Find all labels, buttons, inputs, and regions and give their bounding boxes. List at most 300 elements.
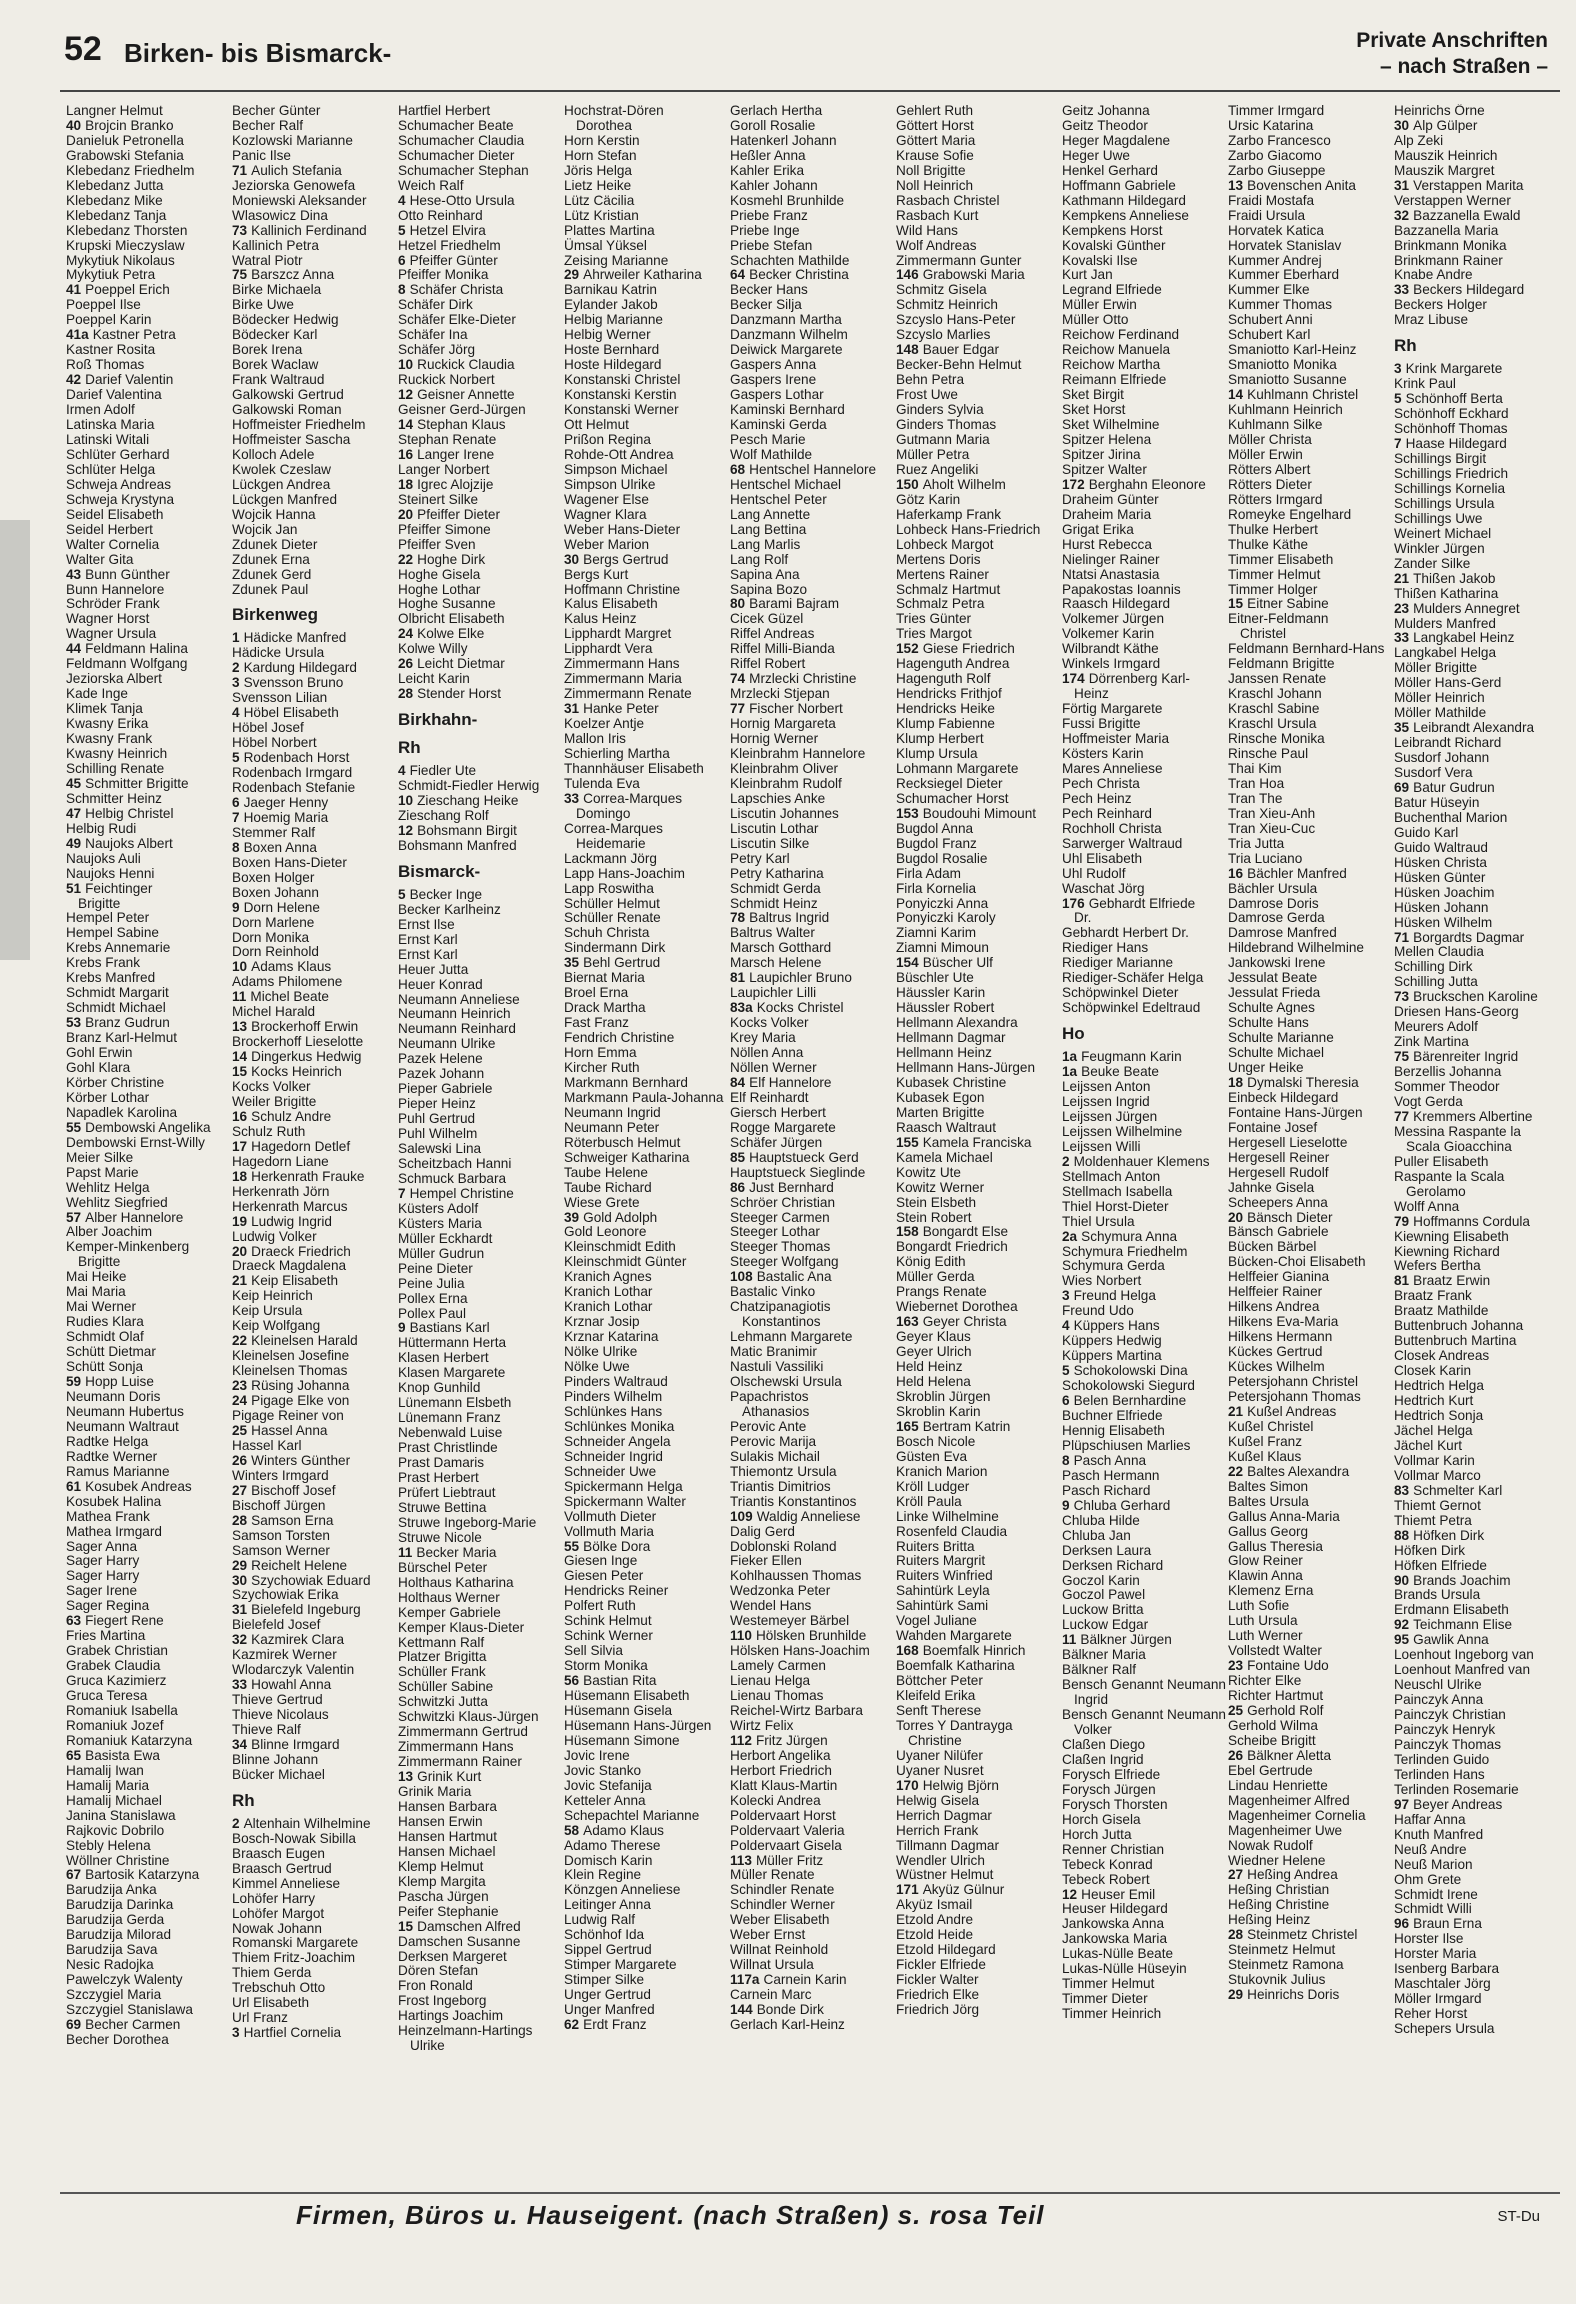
directory-entry: Schüller Sabine bbox=[398, 1679, 494, 1695]
resident-name: Teichmann Elise bbox=[1413, 1617, 1513, 1633]
directory-entry: Krebs Annemarie bbox=[66, 940, 171, 956]
directory-entry: Petersjohann Christel bbox=[1228, 1374, 1358, 1390]
house-number: 83 bbox=[1394, 1482, 1410, 1498]
resident-name: Bauer Edgar bbox=[922, 342, 1000, 358]
house-number: 144 bbox=[730, 2002, 753, 2018]
directory-entry: Schmidt Heinz bbox=[730, 895, 818, 911]
directory-entry: Müller Otto bbox=[1062, 312, 1129, 328]
directory-entry bbox=[730, 597, 896, 612]
resident-name: Basista Ewa bbox=[85, 1747, 160, 1763]
resident-name: Leibrandt Alexandra bbox=[1413, 720, 1535, 736]
directory-entry: Pfeiffer Simone bbox=[398, 521, 491, 537]
resident-name: Schönhoff Berta bbox=[1405, 391, 1503, 407]
directory-entry: Schmidt Michael bbox=[66, 1000, 166, 1016]
directory-entry: Damrose Manfred bbox=[1228, 925, 1337, 941]
directory-entry: Hetzel Friedhelm bbox=[398, 237, 501, 253]
directory-entry: Heinz bbox=[1074, 686, 1109, 702]
directory-entry bbox=[1228, 388, 1394, 403]
house-number: 18 bbox=[232, 1168, 248, 1184]
directory-entry: Unger Gertrud bbox=[564, 1987, 651, 2003]
directory-entry: Pasch Hermann bbox=[1062, 1467, 1160, 1483]
directory-entry: Göttert Horst bbox=[896, 117, 974, 133]
directory-entry: Ludwig Volker bbox=[232, 1228, 317, 1244]
house-number: 53 bbox=[66, 1015, 82, 1031]
house-number: 5 bbox=[1394, 391, 1402, 407]
directory-entry: Thieve Gertrud bbox=[232, 1692, 323, 1708]
directory-entry bbox=[730, 1734, 896, 1749]
house-number: 51 bbox=[66, 880, 82, 896]
directory-entry: Reichow Ferdinand bbox=[1062, 327, 1180, 343]
resident-name: Elf Hannelore bbox=[749, 1074, 832, 1090]
directory-entry bbox=[398, 627, 564, 642]
directory-column-2 bbox=[232, 104, 398, 2184]
directory-entry: Uhl Rudolf bbox=[1062, 865, 1126, 881]
directory-entry: Weinert Michael bbox=[1394, 525, 1492, 541]
directory-entry: Schindler Renate bbox=[730, 1882, 835, 1898]
directory-entry bbox=[730, 1854, 896, 1869]
directory-entry: Kocks Volker bbox=[232, 1079, 311, 1095]
directory-entry: Kückes Wilhelm bbox=[1228, 1359, 1325, 1375]
directory-entry: Papachristos bbox=[730, 1388, 809, 1404]
directory-entry: Mauszik Margret bbox=[1394, 162, 1495, 178]
directory-entry: Lapp Roswitha bbox=[564, 880, 654, 896]
directory-entry: Jahnke Gisela bbox=[1228, 1179, 1315, 1195]
street-heading: Birkhahn- bbox=[398, 710, 478, 730]
resident-name: Draeck Friedrich bbox=[251, 1243, 351, 1259]
directory-entry bbox=[398, 1920, 564, 1935]
resident-name: Gold Adolph bbox=[583, 1209, 658, 1225]
directory-entry: Nölke Ulrike bbox=[564, 1344, 638, 1360]
house-number: 43 bbox=[66, 566, 82, 582]
directory-entry bbox=[232, 676, 398, 691]
directory-entry: Draeck Magdalena bbox=[232, 1258, 347, 1274]
directory-entry bbox=[1394, 283, 1560, 298]
directory-entry bbox=[1062, 1499, 1228, 1514]
directory-entry: Ziamni Karim bbox=[896, 925, 977, 941]
directory-entry bbox=[1228, 1928, 1394, 1943]
directory-entry: Timmer Helmut bbox=[1062, 1976, 1155, 1992]
directory-entry: Schöpwinkel Edeltraud bbox=[1062, 1000, 1201, 1016]
directory-entry: Schillings Uwe bbox=[1394, 510, 1483, 526]
directory-entry: Boxen Holger bbox=[232, 869, 315, 885]
resident-name: Correa-Marques bbox=[583, 790, 683, 806]
directory-entry: Christel bbox=[1240, 626, 1287, 642]
directory-entry: Schönhof Ida bbox=[564, 1927, 645, 1943]
directory-entry: Schneider Ingrid bbox=[564, 1448, 663, 1464]
directory-entry bbox=[1394, 437, 1560, 452]
directory-entry: Sommer Theodor bbox=[1394, 1079, 1500, 1095]
directory-entry: Lienau Helga bbox=[730, 1673, 811, 1689]
directory-entry: Rötters Dieter bbox=[1228, 476, 1312, 492]
directory-entry bbox=[1062, 1230, 1228, 1245]
house-number: 10 bbox=[398, 793, 414, 809]
directory-entry: Danieluk Petronella bbox=[66, 132, 184, 148]
directory-entry: Borek Waclaw bbox=[232, 357, 319, 373]
directory-entry: Borek Irena bbox=[232, 342, 303, 358]
resident-name: Kallinich Ferdinand bbox=[251, 222, 367, 238]
house-number: 63 bbox=[66, 1613, 82, 1629]
directory-entry: Sapina Ana bbox=[730, 566, 800, 582]
directory-entry: Fries Martina bbox=[66, 1628, 146, 1644]
resident-name: Hoghe Dirk bbox=[417, 551, 486, 567]
directory-entry: Chluba Jan bbox=[1062, 1527, 1131, 1543]
directory-entry: Höbel Norbert bbox=[232, 735, 317, 751]
directory-entry: Schneider Uwe bbox=[564, 1463, 657, 1479]
directory-entry: Liscutin Johannes bbox=[730, 805, 839, 821]
resident-name: Belen Bernhardine bbox=[1073, 1393, 1187, 1409]
house-number: 13 bbox=[398, 1769, 414, 1785]
directory-column-4 bbox=[564, 104, 730, 2184]
house-number: 2a bbox=[1062, 1228, 1078, 1244]
directory-entry: Mares Anneliese bbox=[1062, 760, 1163, 776]
directory-entry: Painczyk Henryk bbox=[1394, 1722, 1496, 1738]
directory-entry bbox=[564, 702, 730, 717]
directory-entry: Struwe Ingeborg-Marie bbox=[398, 1514, 537, 1530]
directory-entry: Sippel Gertrud bbox=[564, 1942, 652, 1958]
directory-entry: Reichow Manuela bbox=[1062, 342, 1171, 358]
directory-entry bbox=[1394, 1484, 1560, 1499]
directory-entry: Schütt Sonja bbox=[66, 1359, 144, 1375]
directory-entry bbox=[232, 1394, 398, 1409]
directory-entry: Kubasek Egon bbox=[896, 1089, 985, 1105]
house-number: 20 bbox=[1228, 1209, 1244, 1225]
directory-entry: Lückgen Andrea bbox=[232, 476, 331, 492]
directory-entry: Hergesell Rudolf bbox=[1228, 1164, 1329, 1180]
directory-entry: Draheim Günter bbox=[1062, 491, 1159, 507]
house-number: 4 bbox=[1062, 1318, 1070, 1334]
directory-entry: Susdorf Johann bbox=[1394, 750, 1490, 766]
directory-entry: Becher Ralf bbox=[232, 117, 304, 133]
resident-name: Barami Bajram bbox=[749, 596, 840, 612]
resident-name: Becker Christina bbox=[749, 267, 849, 283]
resident-name: Igrec Alojzije bbox=[417, 476, 494, 492]
directory-entry: Kathmann Hildegard bbox=[1062, 192, 1186, 208]
directory-entry: Riediger Hans bbox=[1062, 940, 1149, 956]
directory-entry: Kröll Paula bbox=[896, 1493, 962, 1509]
directory-entry: Langner Helmut bbox=[66, 104, 163, 118]
footer-note: Firmen, Büros u. Hauseigent. (nach Straßen) s. rosa Teil bbox=[296, 2200, 1045, 2230]
house-number: 2 bbox=[232, 1815, 240, 1831]
house-number: 168 bbox=[896, 1643, 919, 1659]
directory-entry: Kohlhaussen Thomas bbox=[730, 1568, 862, 1584]
directory-entry: Url Franz bbox=[232, 2010, 288, 2026]
directory-entry: Akyüz Ismail bbox=[896, 1897, 973, 1913]
directory-entry: Schüller Renate bbox=[564, 910, 661, 926]
house-number: 65 bbox=[66, 1747, 82, 1763]
directory-entry: Sager Harry bbox=[66, 1553, 140, 1569]
directory-entry: Keip Ursula bbox=[232, 1303, 303, 1319]
directory-entry: Kalus Heinz bbox=[564, 611, 637, 627]
street-heading: Rh bbox=[398, 738, 421, 758]
directory-entry: Kozlowski Marianne bbox=[232, 132, 353, 148]
house-number: 3 bbox=[1062, 1288, 1070, 1304]
resident-name: Hoffmanns Cordula bbox=[1413, 1213, 1530, 1229]
directory-entry: Bugdol Rosalie bbox=[896, 850, 988, 866]
directory-entry: Jessulat Frieda bbox=[1228, 985, 1321, 1001]
resident-name: Bunn Günther bbox=[85, 566, 170, 582]
resident-name: Kastner Petra bbox=[92, 327, 176, 343]
directory-entry: Vollmar Karin bbox=[1394, 1452, 1475, 1468]
directory-entry: Fraidi Ursula bbox=[1228, 207, 1306, 223]
directory-entry: Lütz Cäcilia bbox=[564, 192, 635, 208]
directory-entry: Wirtz Felix bbox=[730, 1717, 794, 1733]
resident-name: Braatz Erwin bbox=[1413, 1273, 1491, 1289]
directory-entry: Marsch Helene bbox=[730, 955, 822, 971]
directory-entry: Einbeck Hildegard bbox=[1228, 1089, 1339, 1105]
directory-entry: Gruca Teresa bbox=[66, 1688, 148, 1704]
house-number: 10 bbox=[398, 357, 414, 373]
directory-entry: Krink Paul bbox=[1394, 376, 1456, 392]
directory-entry: Gebhardt Herbert Dr. bbox=[1062, 925, 1189, 941]
directory-entry: Brigitte bbox=[78, 895, 121, 911]
house-number: 109 bbox=[730, 1508, 753, 1524]
directory-entry bbox=[398, 224, 564, 239]
directory-entry: Grabek Christian bbox=[66, 1643, 168, 1659]
directory-entry: Barudzija Darinka bbox=[66, 1897, 174, 1913]
directory-entry: Fendrich Christine bbox=[564, 1030, 675, 1046]
directory-entry: Romaniuk Katarzyna bbox=[66, 1732, 193, 1748]
resident-name: Kardung Hildegard bbox=[243, 660, 357, 676]
directory-entry bbox=[66, 807, 232, 822]
footer-code: ST-Du bbox=[1497, 2208, 1540, 2225]
directory-entry bbox=[1062, 1888, 1228, 1903]
directory-entry: Kranich Marion bbox=[896, 1463, 988, 1479]
house-number: 8 bbox=[232, 839, 240, 855]
directory-entry bbox=[398, 478, 564, 493]
directory-entry: Weber Elisabeth bbox=[730, 1912, 830, 1928]
directory-entry: Zarbo Francesco bbox=[1228, 132, 1331, 148]
directory-entry: Forysch Jürgen bbox=[1062, 1781, 1156, 1797]
directory-entry: Lang Marlis bbox=[730, 536, 801, 552]
directory-entry: Henkel Gerhard bbox=[1062, 162, 1158, 178]
directory-entry: Lipphardt Margret bbox=[564, 626, 672, 642]
directory-entry: Thieve Nicolaus bbox=[232, 1707, 329, 1723]
house-number: 33 bbox=[232, 1677, 248, 1693]
directory-entry: Kummer Elke bbox=[1228, 282, 1310, 298]
directory-entry: Steeger Thomas bbox=[730, 1239, 831, 1255]
directory-column-6 bbox=[896, 104, 1062, 2184]
house-number: 23 bbox=[1228, 1658, 1244, 1674]
directory-entry bbox=[1394, 179, 1560, 194]
resident-name: Becher Carmen bbox=[85, 2017, 181, 2032]
directory-entry bbox=[1394, 781, 1560, 796]
directory-entry: Hellmann Hans-Jürgen bbox=[896, 1060, 1036, 1075]
directory-entry: Kocks Volker bbox=[730, 1015, 809, 1031]
directory-entry: Schilling Dirk bbox=[1394, 959, 1473, 975]
directory-entry: Schmitter Heinz bbox=[66, 790, 162, 806]
directory-entry bbox=[896, 807, 1062, 822]
directory-entry: Darief Valentina bbox=[66, 387, 162, 403]
directory-entry: Tria Luciano bbox=[1228, 850, 1303, 866]
directory-entry: Hergesell Lieselotte bbox=[1228, 1134, 1348, 1150]
directory-entry bbox=[232, 1424, 398, 1439]
resident-name: Hopp Luise bbox=[85, 1374, 154, 1390]
directory-entry: Helbig Werner bbox=[564, 327, 651, 343]
directory-entry: Lapschies Anke bbox=[730, 790, 826, 806]
directory-entry: Simpson Michael bbox=[564, 461, 668, 477]
house-number: 34 bbox=[232, 1736, 248, 1752]
directory-column-5 bbox=[730, 104, 896, 2184]
directory-entry: Sket Wilhelmine bbox=[1062, 417, 1160, 433]
directory-entry: Neuß Andre bbox=[1394, 1841, 1467, 1857]
directory-entry bbox=[232, 1559, 398, 1574]
directory-entry bbox=[232, 811, 398, 826]
house-number: 33 bbox=[1394, 282, 1410, 298]
directory-entry: Buchenthal Marion bbox=[1394, 809, 1508, 825]
house-number: 108 bbox=[730, 1269, 753, 1285]
directory-entry: Höbel Josef bbox=[232, 720, 304, 736]
directory-entry: Marten Brigitte bbox=[896, 1104, 985, 1120]
directory-entry: Buttenbruch Johanna bbox=[1394, 1318, 1524, 1334]
resident-name: Boudouhi Mimount bbox=[922, 805, 1037, 821]
directory-entry bbox=[730, 463, 896, 478]
directory-entry: Thiel Ursula bbox=[1062, 1213, 1135, 1229]
directory-entry: Leicht Karin bbox=[398, 671, 470, 687]
directory-entry: Kalus Elisabeth bbox=[564, 596, 658, 612]
directory-entry: Poldervaart Horst bbox=[730, 1807, 836, 1823]
directory-entry: Luckow Britta bbox=[1062, 1602, 1144, 1618]
directory-entry: Kußel Franz bbox=[1228, 1433, 1303, 1449]
directory-entry: Kemper Klaus-Dieter bbox=[398, 1619, 525, 1635]
resident-name: Becker Maria bbox=[416, 1544, 497, 1560]
directory-entry: Galkowski Roman bbox=[232, 402, 342, 418]
directory-entry bbox=[398, 794, 564, 809]
directory-entry: Pfeiffer Sven bbox=[398, 536, 476, 552]
directory-entry: Rochholl Christa bbox=[1062, 820, 1162, 836]
resident-name: Thißen Jakob bbox=[1413, 570, 1496, 586]
directory-entry: Herkenrath Jörn bbox=[232, 1183, 330, 1199]
directory-entry: Schumacher Dieter bbox=[398, 147, 515, 163]
directory-entry: Klein Regine bbox=[564, 1867, 642, 1883]
directory-entry: Krebs Manfred bbox=[66, 970, 156, 986]
house-number: 146 bbox=[896, 267, 919, 283]
directory-entry bbox=[232, 901, 398, 916]
directory-entry: Hedtrich Kurt bbox=[1394, 1393, 1474, 1409]
directory-entry: Kallinich Petra bbox=[232, 237, 319, 253]
directory-entry: Mulders Manfred bbox=[1394, 615, 1496, 631]
directory-entry bbox=[232, 268, 398, 283]
directory-entry: Herbort Friedrich bbox=[730, 1762, 832, 1778]
directory-entry: Tran Xieu-Anh bbox=[1228, 805, 1316, 821]
resident-name: Poeppel Erich bbox=[85, 282, 170, 298]
directory-entry: Hergesell Reiner bbox=[1228, 1149, 1330, 1165]
directory-entry: Kemper Gabriele bbox=[398, 1604, 501, 1620]
directory-entry: Carnein Marc bbox=[730, 1987, 812, 2003]
directory-entry: Szczygiel Maria bbox=[66, 1987, 162, 2003]
directory-entry: Schulz Ruth bbox=[232, 1123, 306, 1139]
directory-entry: Romaniuk Jozef bbox=[66, 1717, 164, 1733]
directory-entry: Mraz Libuse bbox=[1394, 312, 1469, 328]
directory-entry: Prüfert Liebtraut bbox=[398, 1484, 496, 1500]
resident-name: Bächler Manfred bbox=[1247, 865, 1347, 881]
directory-entry: Domisch Karin bbox=[564, 1852, 653, 1868]
resident-name: Heßing Andrea bbox=[1247, 1867, 1338, 1883]
directory-entry: Leijssen Jürgen bbox=[1062, 1108, 1158, 1124]
directory-entry: Hartings Joachim bbox=[398, 2008, 504, 2024]
directory-entry: Kurt Jan bbox=[1062, 267, 1113, 283]
directory-entry: Schäfer Jörg bbox=[398, 342, 476, 358]
directory-entry: Derksen Richard bbox=[1062, 1557, 1164, 1573]
directory-entry: Hagedorn Liane bbox=[232, 1153, 329, 1169]
directory-entry: Goroll Rosalie bbox=[730, 117, 816, 133]
resident-name: Reichelt Helene bbox=[251, 1557, 348, 1573]
directory-entry: Pinders Wilhelm bbox=[564, 1388, 663, 1404]
directory-entry: Konstantinos bbox=[742, 1314, 821, 1330]
directory-entry: Gehlert Ruth bbox=[896, 104, 974, 118]
directory-entry: Heuer Konrad bbox=[398, 976, 483, 992]
directory-entry: Kückes Gertrud bbox=[1228, 1344, 1323, 1360]
directory-entry: Hädicke Ursula bbox=[232, 645, 325, 661]
directory-entry: Derksen Laura bbox=[1062, 1542, 1152, 1558]
house-number: 110 bbox=[730, 1628, 752, 1644]
directory-entry: Dorn Marlene bbox=[232, 914, 315, 930]
directory-entry bbox=[1228, 1076, 1394, 1091]
directory-entry: Etzold Heide bbox=[896, 1927, 974, 1943]
directory-entry: Schüller Frank bbox=[398, 1664, 486, 1680]
directory-entry bbox=[232, 1334, 398, 1349]
directory-entry: Sahintürk Sami bbox=[896, 1598, 989, 1614]
directory-entry: Schlüter Helga bbox=[66, 461, 156, 477]
directory-entry: Chluba Hilde bbox=[1062, 1512, 1140, 1528]
directory-entry: Fussi Brigitte bbox=[1062, 716, 1141, 732]
directory-entry bbox=[1394, 572, 1560, 587]
directory-entry: Feldmann Bernhard-Hans bbox=[1228, 641, 1385, 657]
resident-name: Schulz Andre bbox=[251, 1108, 332, 1124]
directory-entry: Hölsken Hans-Joachim bbox=[730, 1643, 870, 1659]
directory-entry bbox=[398, 1770, 564, 1785]
directory-entry: Mauszik Heinrich bbox=[1394, 147, 1498, 163]
house-number: 31 bbox=[232, 1602, 248, 1618]
directory-entry: Etzold Andre bbox=[896, 1912, 974, 1928]
resident-name: Laupichler Bruno bbox=[749, 970, 852, 986]
resident-name: Hagedorn Detlef bbox=[251, 1138, 351, 1154]
house-number: 69 bbox=[66, 2017, 82, 2032]
directory-entry: Wefers Bertha bbox=[1394, 1258, 1481, 1274]
directory-entry: Ponyiczki Anna bbox=[896, 895, 989, 911]
resident-name: Heinrichs Doris bbox=[1247, 1987, 1340, 2003]
house-number: 112 bbox=[730, 1732, 752, 1748]
directory-entry: Knop Gunhild bbox=[398, 1380, 481, 1396]
directory-entry: Wlodarczyk Valentin bbox=[232, 1662, 355, 1678]
directory-entry: Hoghe Lothar bbox=[398, 581, 481, 597]
directory-entry: Mathea Frank bbox=[66, 1508, 150, 1524]
house-number: 40 bbox=[66, 117, 82, 133]
directory-entry: Latinski Witali bbox=[66, 431, 150, 447]
directory-entry: Neumann Doris bbox=[66, 1388, 161, 1404]
directory-entry: Leijssen Ingrid bbox=[1062, 1094, 1150, 1109]
directory-entry: Kwasny Heinrich bbox=[66, 745, 168, 761]
directory-entry: Adamo Therese bbox=[564, 1837, 661, 1853]
directory-entry: Hendricks Heike bbox=[896, 701, 995, 717]
directory-entry: Braatz Mathilde bbox=[1394, 1303, 1489, 1319]
directory-entry: Lünemann Elsbeth bbox=[398, 1395, 512, 1411]
directory-entry: Prißon Regina bbox=[564, 431, 651, 447]
directory-entry: Kowitz Werner bbox=[896, 1179, 985, 1195]
directory-entry: Romaniuk Isabella bbox=[66, 1702, 178, 1718]
directory-entry: Kleinschmidt Edith bbox=[564, 1239, 676, 1255]
directory-entry: Wiese Grete bbox=[564, 1194, 640, 1210]
directory-entry: Lackmann Jörg bbox=[564, 850, 657, 866]
resident-name: Bastian Rita bbox=[583, 1673, 657, 1689]
house-number: 67 bbox=[66, 1867, 82, 1883]
directory-entry bbox=[896, 1136, 1062, 1151]
directory-entry: Hoffmeister Sascha bbox=[232, 431, 351, 447]
house-number: 95 bbox=[1394, 1632, 1410, 1648]
directory-entry: Pollex Erna bbox=[398, 1290, 468, 1306]
directory-entry: Schmidt Margarit bbox=[66, 985, 169, 1001]
directory-entry: Tulenda Eva bbox=[564, 775, 640, 791]
house-number: 25 bbox=[232, 1422, 248, 1438]
